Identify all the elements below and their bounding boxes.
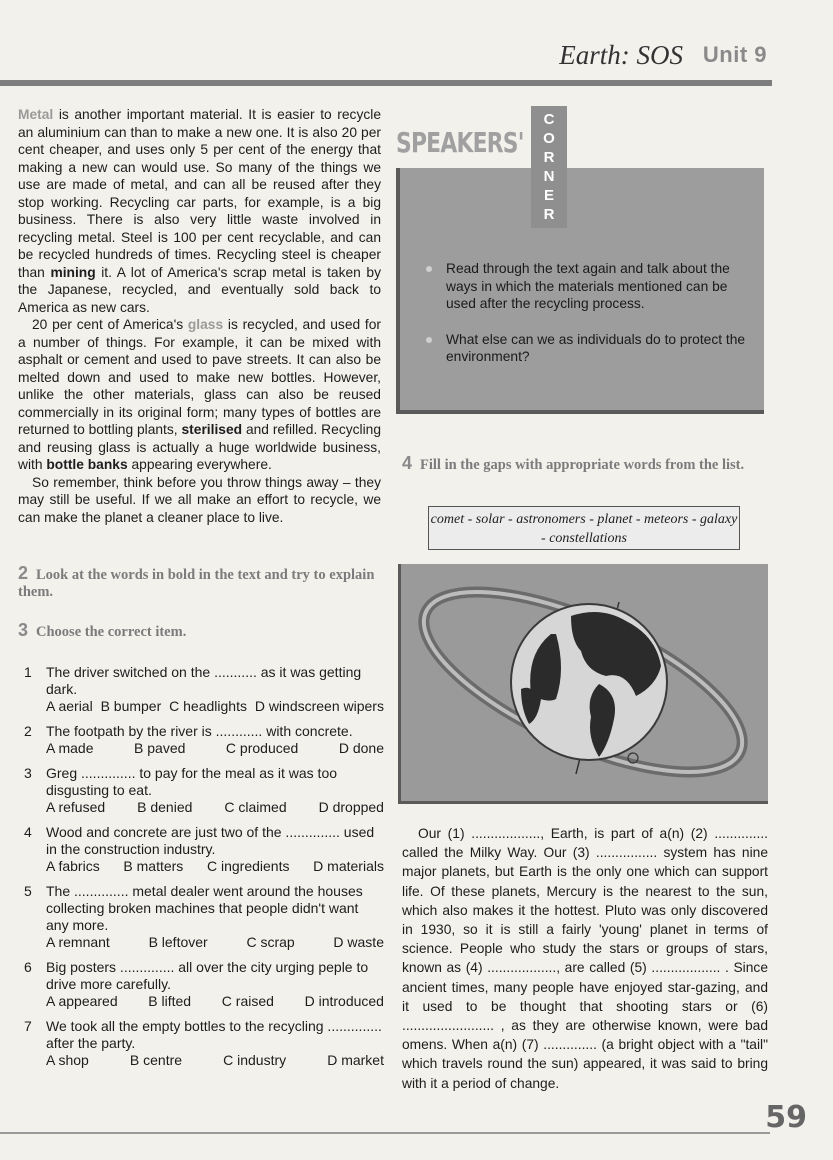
question-text: We took all the empty bottles to the recycling .............. after the party. (46, 1018, 382, 1051)
corner-letter: E (543, 187, 554, 204)
unit-label: Unit 9 (702, 42, 767, 67)
task-3-instruction: 3 Choose the correct item. (18, 620, 187, 640)
answer-option[interactable]: C ingredients (206, 858, 290, 874)
question-item (18, 664, 384, 715)
answer-options (46, 934, 384, 951)
discussion-bullet: Read through the text again and talk about the ways in which the materials mentioned can be used after the recycling process. (422, 260, 752, 313)
answer-options (46, 858, 384, 875)
answer-option[interactable]: D dropped (318, 799, 384, 815)
question-item (18, 723, 384, 757)
answer-option[interactable]: A shop (46, 1052, 89, 1068)
answer-options (46, 740, 384, 757)
speakers-corner-box (396, 168, 764, 414)
header-rule (0, 80, 772, 86)
question-item (18, 824, 384, 875)
reading-p2-segment: appearing everywhere. (127, 457, 272, 472)
question-text: Big posters .............. all over the city urging peple to drive more carefully. (46, 959, 369, 992)
question-number: 3 (24, 765, 32, 781)
question-text: The driver switched on the ........... as it was getting dark. (46, 664, 362, 697)
task-2-instruction: 2 Look at the words in bold in the text and try to explain them. (18, 563, 375, 600)
corner-letter: O (543, 130, 555, 147)
word-list-box: comet - solar - astronomers - planet - meteors - galaxy - constellations (428, 506, 740, 550)
paragraph-glass (18, 316, 381, 474)
answer-option[interactable]: A fabrics (46, 858, 100, 874)
answer-option[interactable]: B bumper (100, 698, 162, 714)
reading-p3-segment: So remember, think before you throw things away – they may still be useful. If we all make an effort to recycle, we can make the planet a cleaner place to live. (18, 474, 381, 525)
answer-option[interactable]: A refused (46, 799, 106, 815)
reading-p2-segment: is recycled, and used for a number of things. For example, it can be mixed with asphalt or cement and used to pave streets. It can also be melted down and used to make new bottles. However, unlike the other materials, glass can also be reused commercially in its original form; many types of bottles are returned to bottling plants, (18, 317, 381, 437)
question-number: 4 (24, 824, 32, 840)
answer-option[interactable]: A aerial (46, 698, 93, 714)
reading-p1-segment: Metal (18, 107, 54, 122)
corner-letter: C (543, 111, 555, 128)
answer-options (46, 799, 384, 816)
answer-option[interactable]: A made (46, 740, 94, 756)
answer-option[interactable]: D market (327, 1052, 384, 1068)
reading-p2-segment: bottle banks (46, 457, 128, 472)
answer-option[interactable]: B leftover (148, 934, 208, 950)
answer-option[interactable]: A appeared (46, 993, 118, 1009)
reading-p1-segment: is another important material. It is easier to recycle an aluminium can than to make a new one. It is also 20 per cent cheaper, and uses only 5 per cent of the energy that making a new can would use. So many of the things we use are made of metal, and can all be reused after they stop working. Recycling car parts, for example, is a big business. There is also very little waste involved in recycling metal. Steel is 100 per cent recyclable, and can be recycled hundreds of times. Recycling steel is cheaper than (18, 107, 381, 280)
answer-option[interactable]: C raised (221, 993, 274, 1009)
footer-rule (0, 1132, 770, 1134)
task-4-instruction: 4 Fill in the gaps with appropriate words from the list. (402, 453, 745, 473)
discussion-bullets (422, 260, 752, 384)
reading-p2-segment: 20 per cent of America's (32, 317, 188, 332)
multiple-choice-list (18, 664, 384, 1077)
question-text: The footpath by the river is ............ with concrete. (46, 723, 353, 739)
answer-option[interactable]: C scrap (246, 934, 295, 950)
answer-option[interactable]: D waste (333, 934, 384, 950)
answer-option[interactable]: B centre (129, 1052, 183, 1068)
page-number: 59 (765, 1100, 807, 1135)
answer-options (46, 993, 384, 1010)
question-text: The .............. metal dealer went around the houses collecting broken machines that people didn't want any more. (46, 883, 363, 933)
question-item (18, 959, 384, 1010)
question-number: 2 (24, 723, 32, 739)
question-number: 1 (24, 664, 32, 680)
answer-option[interactable]: B paved (134, 740, 186, 756)
reading-p1-segment: mining (50, 264, 96, 280)
reading-p2-segment: sterilised (181, 422, 243, 437)
question-text: Greg .............. to pay for the meal as it was too disgusting to eat. (46, 765, 338, 798)
corner-letter: R (543, 149, 555, 166)
gap-fill-passage: Our (1) .................., Earth, is part of a(n) (2) .............. called the Milky Way. Our (3) ................ system has nine major planets, but Earth is the only one which can support life. Of these planets, Mercury is the nearest to the sun, which also makes it the hottest. Pluto was only discovered in 1930, so it is still a fairly 'young' planet in terms of science. People who study the stars or groups of stars, known as (4) .................., are called (5) .................. . Since ancient times, many people have enjoyed star-gazing, and it used to be thought that shooting stars or (6) ........................ , as they are otherwise known, were bad omens. When a(n) (7) .............. (a bright object with a "tail" which travels round the sun) appeared, it was said to bring with it a period of change. (402, 826, 768, 1091)
answer-option[interactable]: B matters (123, 858, 184, 874)
question-number: 6 (24, 959, 32, 975)
answer-option[interactable]: B denied (137, 799, 193, 815)
answer-option[interactable]: D materials (313, 858, 384, 874)
answer-option[interactable]: D done (338, 740, 384, 756)
question-number: 7 (24, 1018, 32, 1034)
answer-option[interactable]: C headlights (169, 698, 247, 714)
chapter-title: Earth: SOS (559, 40, 683, 70)
reading-text (18, 106, 381, 526)
question-item (18, 1018, 384, 1069)
speakers-corner-title: SPEAKERS' (396, 126, 524, 159)
answer-option[interactable]: C produced (225, 740, 299, 756)
reading-p2-segment: glass (187, 317, 224, 332)
corner-letter: N (543, 168, 555, 185)
answer-option[interactable]: C claimed (224, 799, 287, 815)
corner-vertical-label (531, 106, 567, 228)
answer-options (46, 698, 384, 715)
answer-option[interactable]: D introduced (304, 993, 384, 1009)
question-item (18, 765, 384, 816)
question-item (18, 883, 384, 951)
answer-option[interactable]: B lifted (148, 993, 192, 1009)
discussion-bullet: What else can we as individuals do to protect the environment? (422, 331, 752, 366)
paragraph-conclusion (18, 474, 381, 527)
question-text: Wood and concrete are just two of the .............. used in the construction industry. (46, 824, 375, 857)
earth-illustration (398, 564, 768, 804)
paragraph-metal (18, 106, 381, 316)
answer-option[interactable]: C industry (223, 1052, 287, 1068)
answer-option[interactable]: D windscreen wipers (254, 698, 384, 714)
reading-p1-segment: it. A lot of America's scrap metal is taken by the Japanese, recycled, and eventually sold back to America as new cars. (18, 264, 381, 315)
answer-option[interactable]: A remnant (46, 934, 110, 950)
question-number: 5 (24, 883, 32, 899)
answer-options (46, 1052, 384, 1069)
corner-letter: R (543, 206, 555, 223)
reading-p2-segment: and refilled. Recycling and reusing glass is actually a huge worldwide business, with (18, 422, 381, 472)
